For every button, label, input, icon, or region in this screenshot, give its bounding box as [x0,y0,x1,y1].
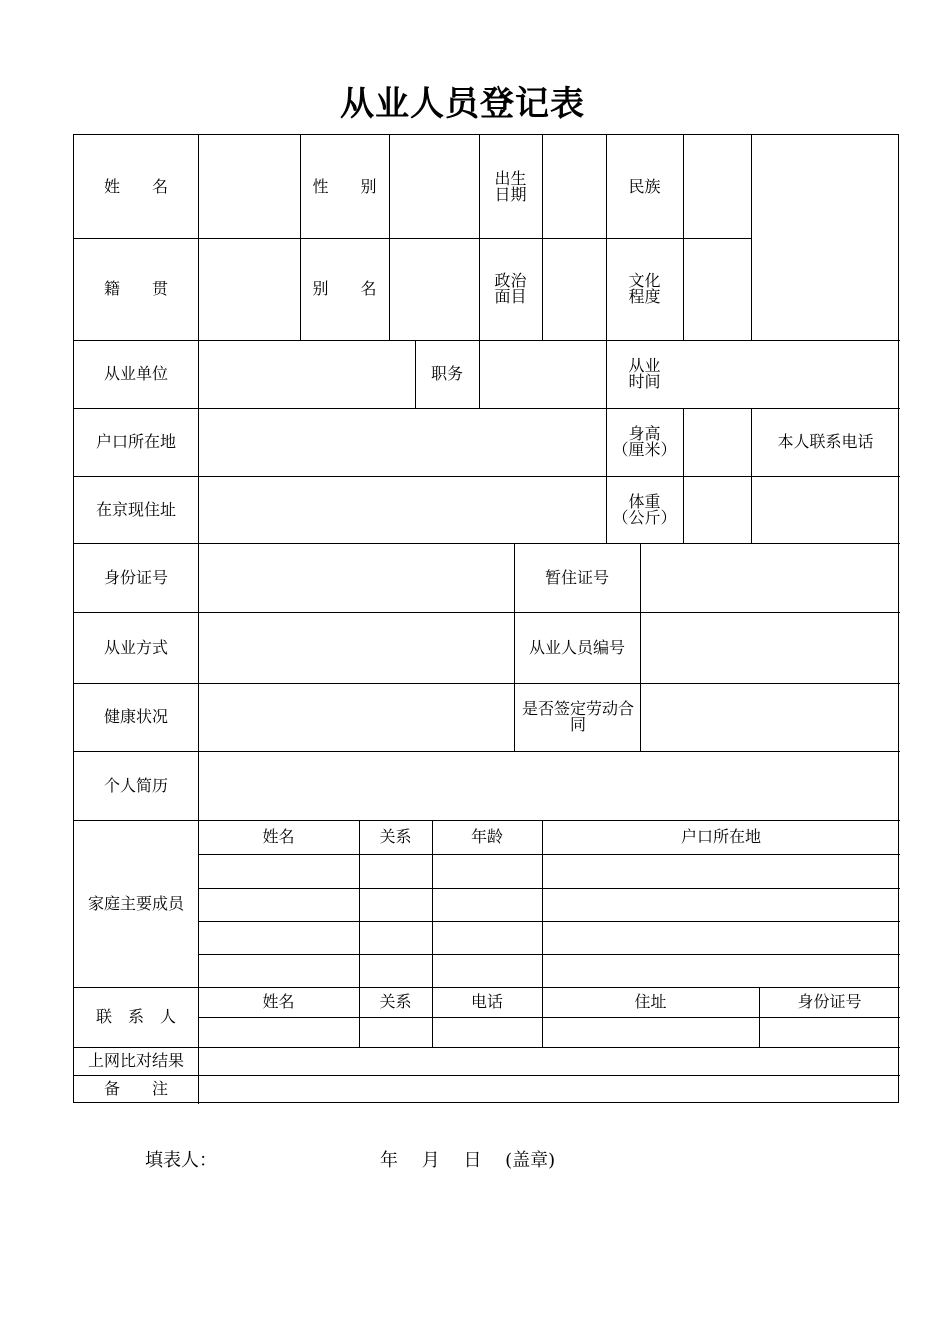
resume-field[interactable] [199,752,899,819]
work-period-label: 从业 时间 [628,356,661,391]
phone-label: 本人联系电话 [777,432,874,451]
temp-residence-permit-field[interactable] [641,544,899,611]
contact-header-address: 住址 [634,992,667,1011]
position-field[interactable] [480,341,605,407]
native-place-label: 籍 贯 [103,279,168,298]
native-place-field[interactable] [199,239,299,339]
alias-label: 别 名 [312,279,377,298]
employment-mode-label: 从业方式 [103,637,168,657]
health-field[interactable] [199,684,513,750]
id-number-label: 身份证号 [103,567,168,587]
gender-field[interactable] [390,136,478,237]
temp-residence-permit-label: 暂住证号 [544,567,609,587]
family-header-name: 姓名 [262,827,295,846]
labor-contract-field[interactable] [641,684,899,750]
political-status-field[interactable] [543,239,605,339]
gender-label: 性 别 [312,176,377,196]
photo-area[interactable] [752,136,899,339]
education-field[interactable] [684,239,750,339]
alias-field[interactable] [390,239,478,339]
birth-date-field[interactable] [543,136,605,237]
beijing-address-label: 在京现住址 [95,499,176,519]
hukou-location-field[interactable] [199,409,605,475]
remarks-field[interactable] [199,1076,899,1102]
family-header-hukou: 户口所在地 [680,827,761,846]
family-member-row[interactable] [199,955,899,986]
employee-number-label: 从业人员编号 [528,637,625,657]
phone-field[interactable] [752,477,899,542]
employer-label: 从业单位 [103,364,168,383]
contact-header-phone: 电话 [470,992,503,1011]
weight-field[interactable] [684,477,750,542]
contact-person-row[interactable] [199,1018,899,1046]
form-filler-label: 填表人： [145,1150,217,1171]
height-field[interactable] [684,409,750,475]
birth-date-label: 出生 日期 [494,168,527,204]
contact-header-relation: 关系 [379,992,412,1011]
work-period-field[interactable] [684,341,899,407]
remarks-label: 备 注 [103,1079,168,1098]
page-title: 从业人员登记表 [340,84,585,124]
weight-label: 体重 （公斤） [612,491,677,527]
name-label: 姓 名 [103,176,168,196]
education-label: 文化 程度 [628,271,661,306]
family-member-row[interactable] [199,922,899,953]
family-member-row[interactable] [199,889,899,920]
resume-label: 个人简历 [103,775,168,795]
ethnicity-field[interactable] [684,136,750,237]
family-header-age: 年龄 [470,827,503,846]
online-check-label: 上网比对结果 [87,1051,184,1070]
employer-field[interactable] [199,341,414,407]
family-member-row[interactable] [199,855,899,887]
labor-contract-label: 是否签定劳动合同 [522,699,635,734]
registration-form-table [73,134,899,1103]
beijing-address-field[interactable] [199,477,605,542]
employment-mode-field[interactable] [199,613,513,682]
family-members-label: 家庭主要成员 [87,893,184,913]
contact-header-name: 姓名 [262,992,295,1011]
date-stamp-line: 年 月 日 (盖章) [380,1150,556,1171]
family-header-relation: 关系 [379,827,412,846]
hukou-location-label: 户口所在地 [95,432,176,451]
contact-header-id-number: 身份证号 [797,992,862,1011]
online-check-field[interactable] [199,1048,899,1074]
political-status-label: 政治 面目 [494,271,527,306]
name-field[interactable] [199,136,299,237]
height-label: 身高 （厘米） [612,424,677,459]
employee-number-field[interactable] [641,613,899,682]
ethnicity-label: 民族 [628,176,661,196]
health-label: 健康状况 [103,707,168,726]
contact-person-label: 联 系 人 [95,1007,176,1026]
id-number-field[interactable] [199,544,513,611]
position-label: 职务 [430,364,463,383]
